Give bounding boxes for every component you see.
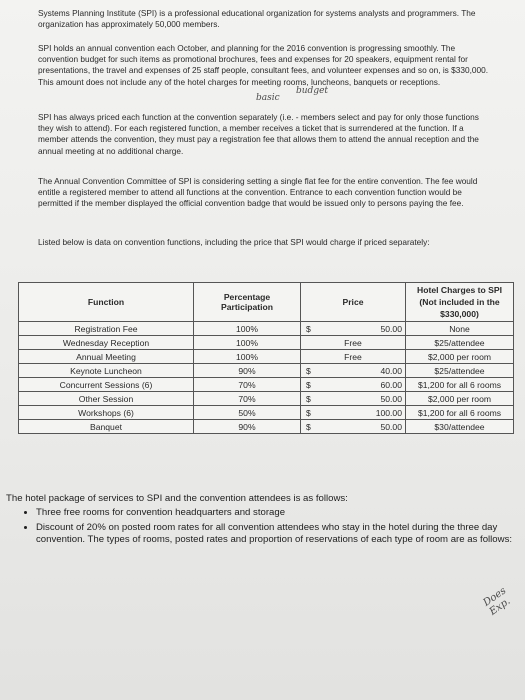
table-row	[19, 364, 514, 378]
cell-hotel-charge: $25/attendee	[406, 364, 514, 378]
table-row	[19, 322, 514, 336]
price-value: 100.00	[375, 407, 402, 418]
paragraph-pricing: SPI has always priced each function at the convention separately (i.e. - members select and pay for only those functions they wish to attend). For each registered function, a member receives a ticket that is surrendered at the function. If a member attends the convention, they must pay a registration fee that allows them to attend the annual reception and the annual meeting at no additional charge.	[38, 112, 479, 156]
price-value: Free	[344, 351, 362, 362]
cell-participation: 100%	[194, 322, 301, 336]
header-function: Function	[19, 283, 194, 322]
cell-participation: 70%	[194, 392, 301, 406]
table-row	[19, 350, 514, 364]
hotel-package-intro: The hotel package of services to SPI and the convention attendees is as follows:	[6, 493, 348, 504]
cell-function: Annual Meeting	[19, 350, 194, 364]
handwritten-note-budget: budget	[296, 86, 329, 96]
cell-participation: 100%	[194, 350, 301, 364]
price-value: 50.00	[380, 421, 402, 432]
cell-hotel-charge: $30/attendee	[406, 420, 514, 434]
cell-hotel-charge: $1,200 for all 6 rooms	[406, 378, 514, 392]
cell-price	[301, 420, 406, 434]
header-participation: Percentage Participation	[194, 283, 301, 322]
cell-price	[301, 364, 406, 378]
cell-hotel-charge: $2,000 per room	[406, 392, 514, 406]
table-header-row	[19, 283, 514, 322]
paragraph-table-intro: Listed below is data on convention functions, including the price that SPI would charge if priced separately:	[38, 237, 430, 247]
cell-function: Banquet	[19, 420, 194, 434]
cell-hotel-charge: None	[406, 322, 514, 336]
header-price: Price	[301, 283, 406, 322]
cell-function: Registration Fee	[19, 322, 194, 336]
cell-hotel-charge: $25/attendee	[406, 336, 514, 350]
cell-hotel-charge: $2,000 per room	[406, 350, 514, 364]
price-value: 60.00	[380, 379, 402, 390]
cell-participation: 90%	[194, 364, 301, 378]
header-hotel-charges: Hotel Charges to SPI (Not included in the $330,000)	[406, 283, 514, 322]
cell-participation: 70%	[194, 378, 301, 392]
cell-function: Concurrent Sessions (6)	[19, 378, 194, 392]
cell-function: Wednesday Reception	[19, 336, 194, 350]
list-item: • Discount of 20% on posted room rates for all convention attendees who stay in the hotel during the three day convention. The types of rooms, posted rates and proportion of reservations of each type of room are as follows:	[36, 522, 525, 547]
cell-price	[301, 336, 406, 350]
paragraph-convention-budget: SPI holds an annual convention each October, and planning for the 2016 convention is progressing smoothly. The convention budget for such items as promotional brochures, fees and expenses for 20 speakers, equipment rental for presentations, the travel and expenses of 25 staff people, consultant fees, and volunteer expenses and so on, is $330,000. This amount does not include any of the hotel charges for meeting rooms, luncheons, banquets or receptions.	[38, 43, 489, 87]
cell-price	[301, 406, 406, 420]
cell-price	[301, 322, 406, 336]
cell-function: Workshops (6)	[19, 406, 194, 420]
paragraph-flat-fee: The Annual Convention Committee of SPI is considering setting a single flat fee for the entire convention. The fee would entitle a registered member to attend all functions at the convention. Entrance to each convention function would be permitted if the member displayed the official convention badge that would be issued only to persons paying the fee.	[38, 176, 478, 209]
cell-participation: 50%	[194, 406, 301, 420]
currency-symbol: $	[306, 421, 311, 432]
cell-participation: 90%	[194, 420, 301, 434]
cell-price	[301, 350, 406, 364]
table-row	[19, 420, 514, 434]
currency-symbol: $	[306, 407, 311, 418]
cell-hotel-charge: $1,200 for all 6 rooms	[406, 406, 514, 420]
cell-price	[301, 378, 406, 392]
price-value: 50.00	[380, 393, 402, 404]
cell-function: Keynote Luncheon	[19, 364, 194, 378]
currency-symbol: $	[306, 365, 311, 376]
cell-price	[301, 392, 406, 406]
currency-symbol: $	[306, 393, 311, 404]
list-item: • Three free rooms for convention headquarters and storage	[36, 507, 525, 520]
convention-functions-table	[18, 282, 514, 434]
price-value: 50.00	[380, 323, 402, 334]
price-value: 40.00	[380, 365, 402, 376]
handwritten-note-corner: Does Exp.	[481, 585, 513, 618]
table-row	[19, 378, 514, 392]
table-row	[19, 392, 514, 406]
table-row	[19, 406, 514, 420]
table-row	[19, 336, 514, 350]
paragraph-intro: Systems Planning Institute (SPI) is a professional educational organization for systems analysts and programmers. The organization has approximately 50,000 members.	[38, 8, 476, 30]
handwritten-note-basic: basic	[256, 93, 280, 103]
price-value: Free	[344, 337, 362, 348]
cell-participation: 100%	[194, 336, 301, 350]
currency-symbol: $	[306, 379, 311, 390]
hotel-package-list	[12, 507, 525, 549]
currency-symbol: $	[306, 323, 311, 334]
cell-function: Other Session	[19, 392, 194, 406]
